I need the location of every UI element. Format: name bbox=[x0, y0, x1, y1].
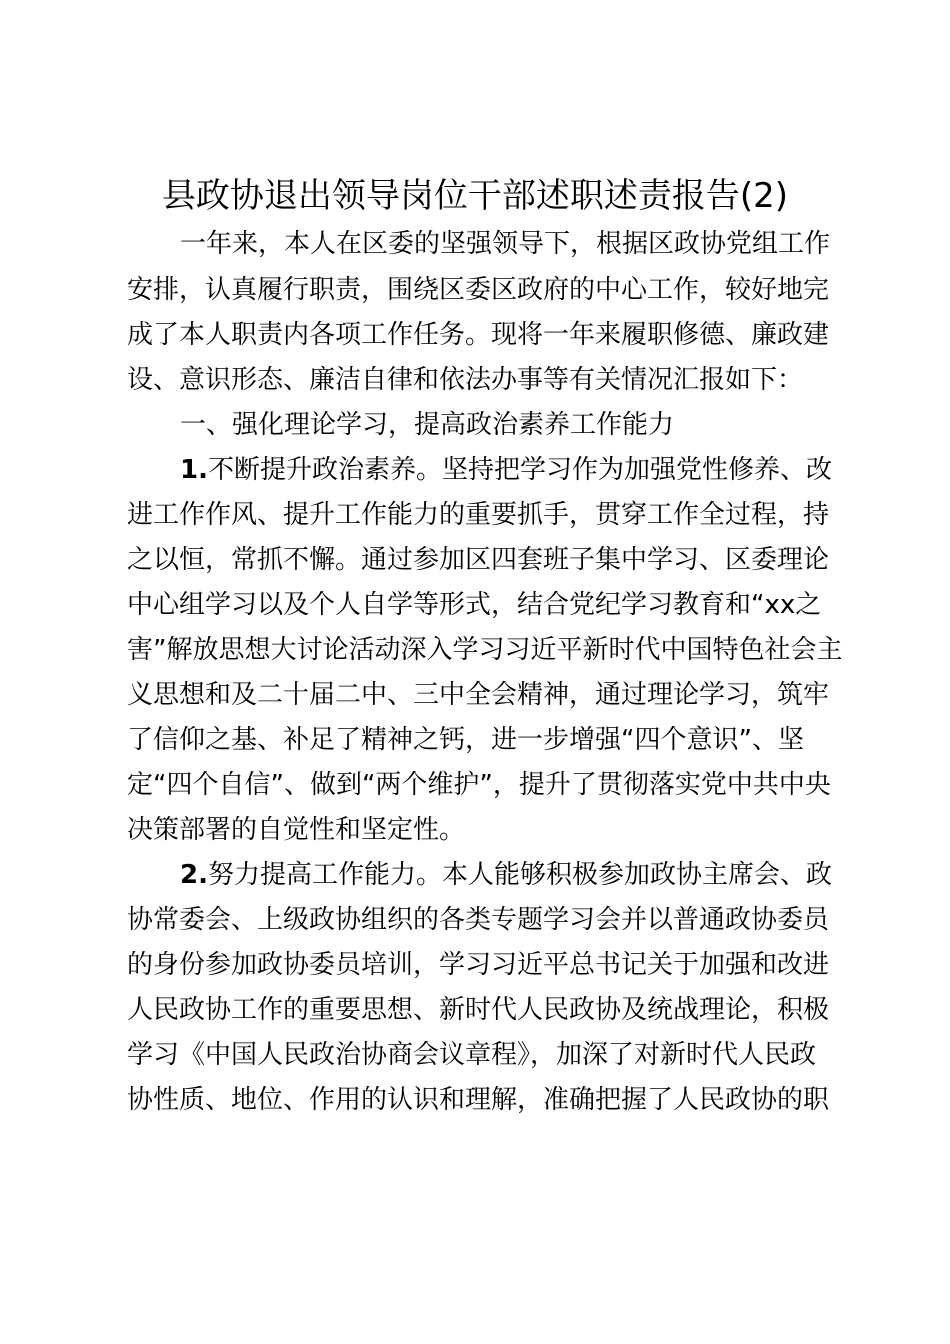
item-2-line: 协常委会、上级政协组织的各类专题学习会并以普通政协委员 bbox=[127, 905, 830, 935]
item-2-number: 2. bbox=[180, 860, 208, 890]
item-2-line: 的身份参加政协委员培训，学习习近平总书记关于加强和改进 bbox=[127, 950, 830, 980]
item-1-line: 了信仰之基、补足了精神之钙，进一步增强“四个意识”、坚 bbox=[127, 725, 804, 755]
document-title: 县政协退出领导岗位干部述职述责报告(2) bbox=[161, 176, 789, 216]
item-1-line: 害”解放思想大讨论活动深入学习习近平新时代中国特色社会主 bbox=[127, 635, 843, 665]
item-2-line: 协性质、地位、作用的认识和理解，准确把握了人民政协的职 bbox=[127, 1085, 830, 1115]
item-2-line: 人民政协工作的重要思想、新时代人民政协及统战理论，积极 bbox=[127, 995, 830, 1025]
item-1-line: 进工作作风、提升工作能力的重要抓手，贯穿工作全过程，持 bbox=[127, 500, 830, 530]
item-1-line: 中心组学习以及个人自学等形式，结合党纪学习教育和“xx之 bbox=[127, 590, 822, 620]
section-heading: 一、强化理论学习，提高政治素养工作能力 bbox=[180, 410, 675, 440]
item-2-line: 学习《中国人民政治协商会议章程》，加深了对新时代人民政 bbox=[127, 1040, 817, 1070]
intro-line: 一年来，本人在区委的坚强领导下，根据区政协党组工作 bbox=[180, 229, 831, 259]
item-1-line: 之以恒，常抓不懈。通过参加区四套班子集中学习、区委理论 bbox=[127, 545, 830, 575]
item-1-first-line bbox=[180, 448, 832, 492]
item-1-line: 定“四个自信”、做到“两个维护”，提升了贯彻落实党中共中央 bbox=[127, 770, 831, 800]
intro-line: 成了本人职责内各项工作任务。现将一年来履职修德、廉政建 bbox=[127, 320, 830, 350]
intro-line: 安排，认真履行职责，围绕区委区政府的中心工作，较好地完 bbox=[127, 275, 830, 305]
intro-line: 设、意识形态、廉洁自律和依法办事等有关情况汇报如下： bbox=[127, 365, 804, 395]
item-1-number: 1. bbox=[180, 455, 208, 485]
item-1-line: 义思想和及二十届二中、三中全会精神，通过理论学习，筑牢 bbox=[127, 680, 830, 710]
item-1-text: 不断提升政治素养。坚持把学习作为加强党性修养、改 bbox=[207, 455, 832, 485]
item-1-line: 决策部署的自觉性和坚定性。 bbox=[127, 815, 466, 845]
item-2-text: 努力提高工作能力。本人能够积极参加政协主席会、政 bbox=[207, 860, 832, 890]
item-2-first-line bbox=[180, 853, 832, 897]
